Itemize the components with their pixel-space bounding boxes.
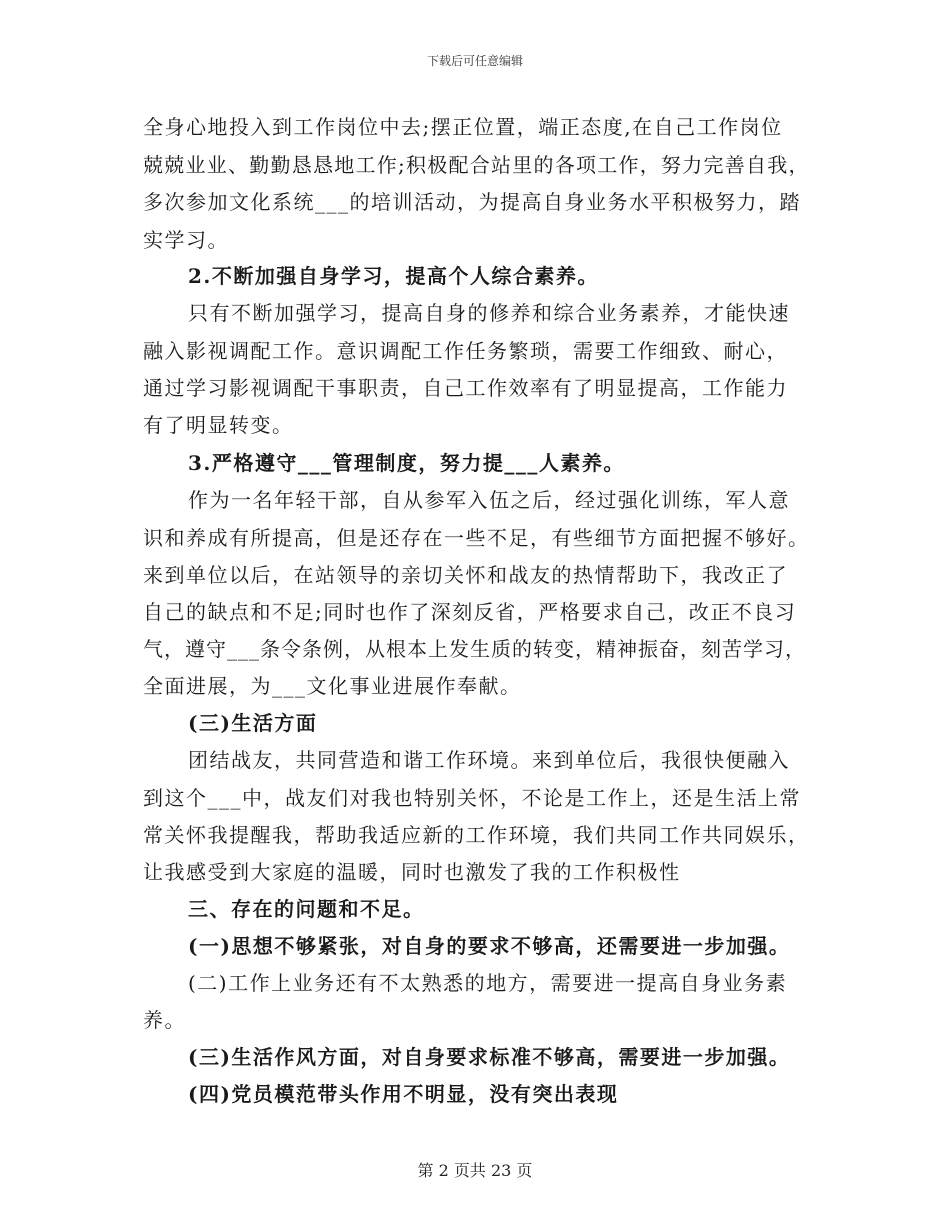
section-heading: 三、存在的问题和不足。 <box>188 897 425 921</box>
paragraph-line: 只有不断加强学习，提高自身的修养和综合业务素养，才能快速 <box>188 301 790 325</box>
paragraph-line: 融入影视调配工作。意识调配工作任务繁琐，需要工作细致、耐心， <box>143 339 788 363</box>
paragraph-line: 多次参加文化系统___的培训活动，为提高自身业务水平积极努力，踏 <box>143 190 801 214</box>
paragraph-line: 作为一名年轻干部，自从参军入伍之后，经过强化训练，军人意 <box>188 488 790 512</box>
paragraph-line: 到这个___中，战友们对我也特别关怀，不论是工作上，还是生活上常 <box>143 786 801 810</box>
paragraph-line: 实学习。 <box>143 228 229 252</box>
paragraph-line: 全身心地投入到工作岗位中去;摆正位置，端正态度,在自己工作岗位 <box>143 115 783 139</box>
paragraph-line: 全面进展，为___文化事业进展作奉献。 <box>143 674 522 698</box>
section-heading: (三)生活方面 <box>188 711 318 735</box>
paragraph-line: 气，遵守___条令条例，从根本上发生质的转变，精神振奋，刻苦学习， <box>143 637 806 661</box>
paragraph-line: 来到单位以后，在站领导的亲切关怀和战友的热情帮助下，我改正了 <box>143 563 788 587</box>
paragraph-line: 兢兢业业、勤勤恳恳地工作;积极配合站里的各项工作，努力完善自我， <box>143 153 810 177</box>
section-heading: (四)党员模范带头作用不明显，没有突出表现 <box>188 1082 619 1106</box>
section-heading: 3.严格遵守___管理制度，努力提___人素养。 <box>188 451 625 475</box>
paragraph-line: 识和养成有所提高，但是还存在一些不足，有些细节方面把握不够好。 <box>143 526 810 550</box>
section-heading: (一)思想不够紧张，对自身的要求不够高，还需要进一步加强。 <box>188 934 791 958</box>
paragraph-line: 有了明显转变。 <box>143 413 294 437</box>
paragraph-line: 让我感受到大家庭的温暖，同时也激发了我的工作积极性 <box>143 860 681 884</box>
paragraph-line: 养。 <box>143 1008 186 1032</box>
paragraph-line: (二)工作上业务还有不太熟悉的地方，需要进一提高自身业务素 <box>188 971 788 995</box>
paragraph-line: 常关怀我提醒我，帮助我适应新的工作环境，我们共同工作共同娱乐， <box>143 823 810 847</box>
page-header: 下载后可任意编辑 <box>426 54 523 68</box>
section-heading: (三)生活作风方面，对自身要求标准不够高，需要进一步加强。 <box>188 1045 791 1069</box>
paragraph-line: 通过学习影视调配干事职责，自己工作效率有了明显提高，工作能力 <box>143 376 788 400</box>
section-heading: 2.不断加强自身学习，提高个人综合素养。 <box>188 264 599 288</box>
paragraph-line: 团结战友，共同营造和谐工作环境。来到单位后，我很快便融入 <box>188 748 790 772</box>
paragraph-line: 自己的缺点和不足;同时也作了深刻反省，严格要求自己，改正不良习 <box>143 600 797 624</box>
page-number-footer: 第 2 页共 23 页 <box>417 1161 533 1180</box>
